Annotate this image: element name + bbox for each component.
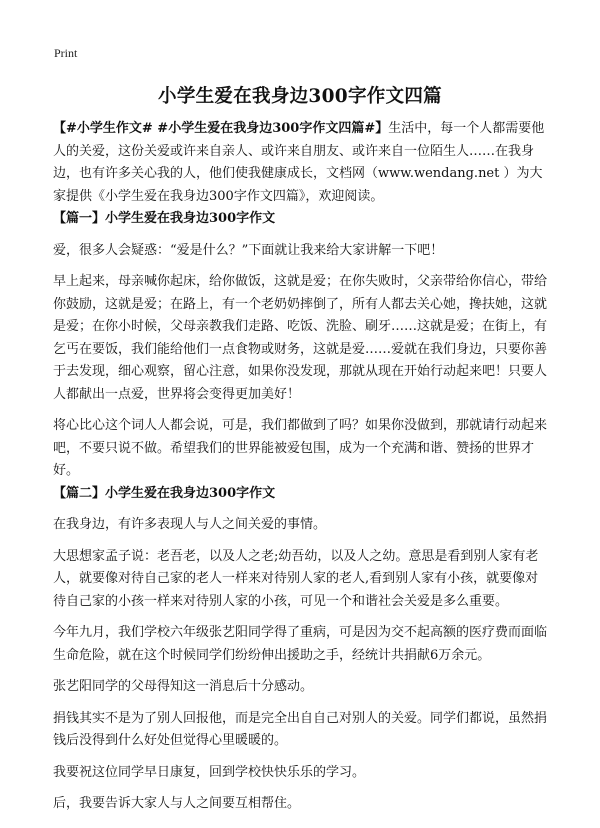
document-body [53, 118, 549, 816]
section2-paragraph-5: 捐钱其实不是为了别人回报他，而是完全出自自己对别人的关爱。同学们都说，虽然捐钱后没得到什么好处但觉得心里暖暖的。 [53, 710, 548, 748]
print-label: Print [54, 46, 78, 60]
section1-paragraph-2: 早上起来，母亲喊你起床，给你做饭，这就是爱；在你失败时，父亲带给你信心，带给你鼓励，这就是爱；在路上，有一个老奶奶摔倒了，所有人都去关心她，搀扶她，这就是爱；在你小时候，父母亲教我们走路、吃饭、洗脸、刷牙……这就是爱；在街上，有乞丐在要饭，我们能给他们一点食物或财务，这就是爱……爱就在我们身边，只要你善于去发现，细心观察，留心注意，如果你没发现，那就从现在开始行动起来吧！只要人人都献出一点爱，世界将会变得更加美好！ [53, 274, 548, 402]
section2-paragraph-4: 张艺阳同学的父母得知这一消息后十分感动。 [53, 679, 314, 694]
section2-paragraph-3: 今年九月，我们学校六年级张艺阳同学得了重病，可是因为交不起高额的医疗费而面临生命危险，就在这个时候同学们纷纷伸出援助之手，经统计共捐献6万余元。 [53, 625, 548, 663]
section2-heading: 【篇二】小学生爱在我身边300字作文 [53, 485, 276, 501]
section2-paragraph-7: 后，我要告诉大家人与人之间要互相帮住。 [53, 796, 301, 811]
intro-paragraph [53, 118, 549, 208]
document-title: 小学生爱在我身边300字作文四篇 [158, 86, 442, 107]
section1-paragraph-3: 将心比心这个词人人都会说，可是，我们都做到了吗？如果你没做到，那就请行动起来吧，不要只说不做。希望我们的世界能被爱包围，成为一个充满和谐、赞扬的世界才好。 [53, 418, 548, 478]
section1-paragraph-1: 爱，很多人会疑惑：“爱是什么？”下面就让我来给大家讲解一下吧！ [53, 242, 444, 258]
section1-heading: 【篇一】小学生爱在我身边300字作文 [53, 211, 276, 226]
intro-text: 生活中，每一个人都需要他人的关爱，这份关爱或许来自亲人、或许来自朋友、或许来自一位陌生人……在我身边，也有许多关心我的人，他们使我健康成长，文档网（www.wendang.net ）为大家提供《小学生爱在我身边300字作文四篇》，欢迎阅读。 [53, 121, 545, 204]
section2-paragraph-6: 我要祝这位同学早日康复，回到学校快快乐乐的学习。 [53, 764, 366, 780]
section2-paragraph-1: 在我身边，有许多表现人与人之间关爱的事情。 [53, 517, 327, 532]
section2-paragraph-2: 大思想家孟子说：老吾老，以及人之老;幼吾幼，以及人之幼。意思是看到别人家有老人，就要像对待自己家的老人一样来对待别人家的老人,看到别人家有小孩，就要像对待自己家的小孩一样来对待别人家的小孩，可见一个和谐社会关爱是多么重要。 [53, 548, 539, 609]
intro-tag: 【#小学生作文# #小学生爱在我身边300字作文四篇#】 [53, 121, 389, 136]
